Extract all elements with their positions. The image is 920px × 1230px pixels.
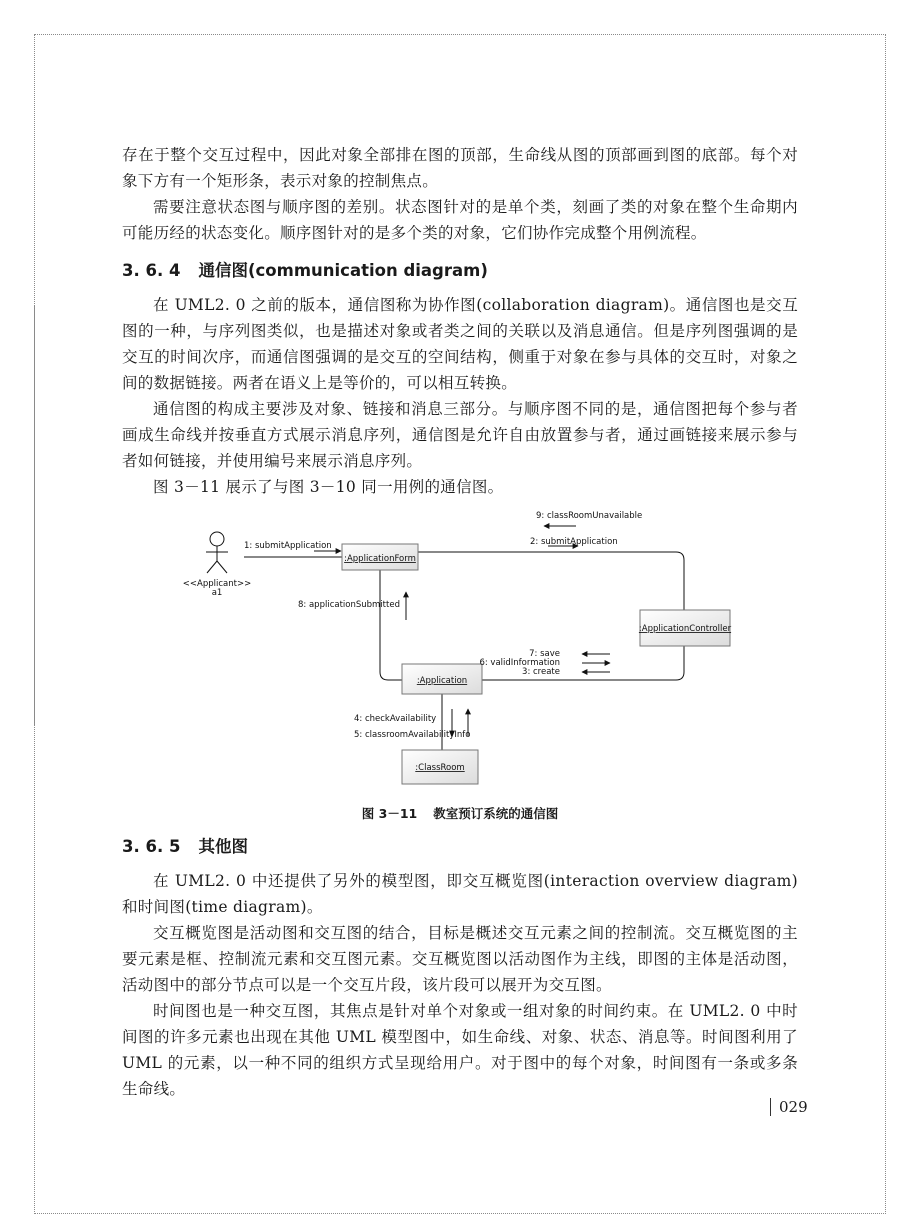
message-label: 2: submitApplication <box>530 537 618 547</box>
paragraph: 时间图也是一种交互图，其焦点是针对单个对象或一组对象的时间约束。在 UML2. 0 中时间图的许多元素也出现在其他 UML 模型图中，如生命线、对象、状态、消息等。时间图利用了 UML 的元素，以一种不同的组织方式呈现给用户。对于图中的每个对象，时间图有一条或多条生命线。 <box>122 1002 798 1098</box>
object-application <box>402 664 482 694</box>
object-application-form <box>342 544 418 570</box>
object-label: :ApplicationForm <box>344 554 416 564</box>
link-form-controller <box>418 552 684 610</box>
object-classroom <box>402 750 478 784</box>
message-label: 8: applicationSubmitted <box>298 600 400 610</box>
message-label: 1: submitApplication <box>244 541 332 551</box>
paragraph: 交互概览图是活动图和交互图的结合，目标是概述交互元素之间的控制流。交互概览图的主要元素是框、控制流元素和交互图元素。交互概览图以活动图作为主线，即图的主体是活动图，活动图中的部分节点可以是一个交互片段，该片段可以展开为交互图。 <box>122 924 798 994</box>
figure-caption <box>122 804 798 822</box>
figure-number: 图 3－11 <box>361 806 418 821</box>
margin-mark <box>34 305 35 725</box>
message-label: 5: classroomAvailabilityInfo <box>354 730 471 740</box>
figure-title: 教室预订系统的通信图 <box>433 806 559 821</box>
object-label: :Application <box>416 676 468 686</box>
message-label: 3: create <box>522 667 560 677</box>
paragraph: 通信图的构成主要涉及对象、链接和消息三部分。与顺序图不同的是，通信图把每个参与者画成生命线并按垂直方式展示消息序列，通信图是允许自由放置参与者，通过画链接来展示参与者如何链接，并使用编号来展示消息序列。 <box>122 400 798 470</box>
paragraph: 图 3－11 展示了与图 3－10 同一用例的通信图。 <box>153 478 504 496</box>
section-heading <box>122 834 798 860</box>
section-number: 3. 6. 5 <box>122 837 181 856</box>
communication-diagram <box>122 504 798 800</box>
message-label: 7: save <box>529 649 560 659</box>
diagram-canvas <box>122 504 798 800</box>
message-label: 4: checkAvailability <box>354 714 437 724</box>
section-title: 其他图 <box>198 837 248 856</box>
object-application-controller <box>639 610 732 646</box>
actor-icon <box>206 532 228 573</box>
page-content <box>122 142 798 1102</box>
paragraph: 存在于整个交互过程中，因此对象全部排在图的顶部，生命线从图的顶部画到图的底部。每个对象下方有一个矩形条，表示对象的控制焦点。 <box>122 146 798 190</box>
page-number: 029 <box>770 1098 808 1116</box>
paragraph: 在 UML2. 0 之前的版本，通信图称为协作图(collaboration diagram)。通信图也是交互图的一种，与序列图类似，也是描述对象或者类之间的关联以及消息通信。但是序列图强调的是交互的时间次序，而通信图强调的是交互的空间结构，侧重于对象在参与具体的交互时，对象之间的数据链接。两者在语义上是等价的，可以相互转换。 <box>122 296 798 392</box>
link-form-application <box>380 569 402 680</box>
message-label: 9: classRoomUnavailable <box>536 511 643 521</box>
section-heading <box>122 258 798 284</box>
actor-name: a1 <box>211 588 223 598</box>
message-label: 6: validInformation <box>479 658 560 668</box>
object-label: :ApplicationController <box>638 624 732 634</box>
actor-stereotype: <<Applicant>> <box>182 579 252 589</box>
object-label: :ClassRoom <box>415 763 465 773</box>
section-title: 通信图(communication diagram) <box>198 261 488 280</box>
paragraph: 需要注意状态图与顺序图的差别。状态图针对的是单个类，刻画了类的对象在整个生命期内可能历经的状态变化。顺序图针对的是多个类的对象，它们协作完成整个用例流程。 <box>122 198 798 242</box>
paragraph: 在 UML2. 0 中还提供了另外的模型图，即交互概览图(interaction overview diagram)和时间图(time diagram)。 <box>122 872 798 916</box>
section-number: 3. 6. 4 <box>122 261 181 280</box>
